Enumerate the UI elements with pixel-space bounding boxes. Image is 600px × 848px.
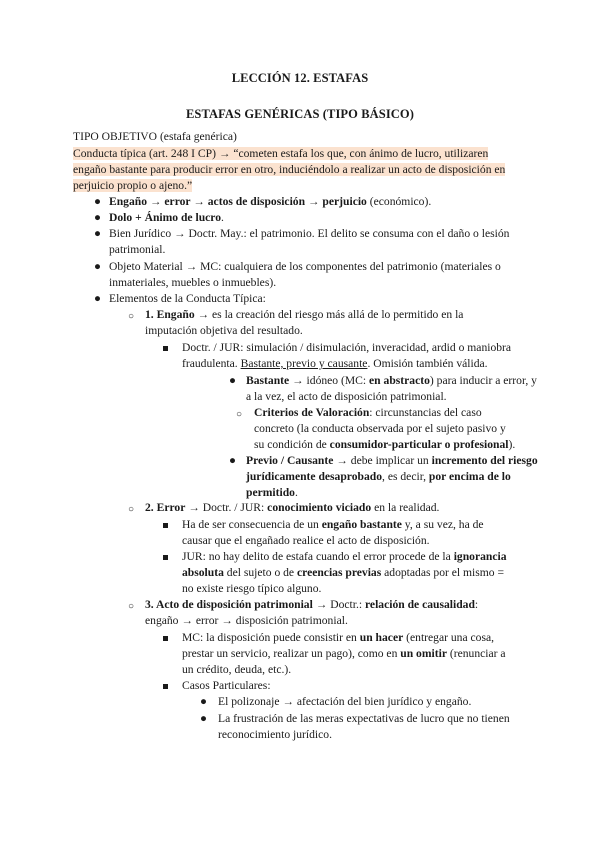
bullet-elementos: Elementos de la Conducta Típica: [109, 292, 266, 305]
engano-doctr-1: Doctr. / JUR: simulación / disimulación, inveracidad, ardid o maniobra [182, 341, 512, 354]
circle-bullet-icon: ○ [236, 409, 243, 420]
criterios-line-3: su condición de consumidor-particular o profesional). [254, 438, 516, 451]
highlight-line-1: Conducta típica (art. 248 I CP) → “cometen estafa los que, con ánimo de lucro, utilizaren [73, 147, 489, 160]
bullet-dot: ● [94, 292, 102, 305]
bullet-objeto-2: inmateriales, muebles o inmuebles). [109, 276, 277, 289]
square-bullet-icon [163, 517, 168, 532]
bullet-dot: ● [200, 695, 208, 708]
bullet-dot: ● [200, 712, 208, 725]
acto-sq1-line-1: MC: la disposición puede consistir en un hacer (entregar una cosa, [182, 631, 495, 644]
criterios-line-1: Criterios de Valoración: circunstancias del caso [254, 406, 482, 419]
tipo-objetivo-heading: TIPO OBJETIVO (estafa genérica) [73, 130, 237, 143]
error-sq2-line-1: JUR: no hay delito de estafa cuando el error procede de la ignorancia [182, 550, 507, 563]
bullet-dot: ● [94, 260, 102, 273]
circle-bullet-icon: ○ [128, 601, 135, 612]
page-title: LECCIÓN 12. ESTAFAS [231, 71, 369, 85]
bullet-dot: ● [94, 195, 102, 208]
previo-line-2: jurídicamente desaprobado, es decir, por encima de lo [246, 470, 511, 483]
acto-sq2: Casos Particulares: [182, 679, 271, 692]
error-line-1: 2. Error → Doctr. / JUR: conocimiento viciado en la realidad. [145, 501, 440, 514]
bullet-dolo: Dolo + Ánimo de lucro. [109, 211, 224, 224]
engano-line-1: 1. Engaño → es la creación del riesgo más allá de lo permitido en la [145, 308, 464, 321]
error-sq1-line-2: causar que el engañado realice el acto de disposición. [182, 534, 430, 547]
bullet-estructura: Engaño → error → actos de disposición → perjuicio (económico). [109, 195, 432, 208]
square-bullet-icon [163, 678, 168, 693]
square-bullet-icon [163, 630, 168, 645]
criterios-line-2: concreto (la conducta observada por el sujeto pasivo y [254, 422, 506, 435]
error-sq2-line-3: no existe riesgo típico alguno. [182, 582, 322, 595]
acto-line-2: engaño → error → disposición patrimonial. [145, 614, 348, 627]
acto-sq1-line-2: prestar un servicio, realizar un pago), como en un omitir (renunciar a [182, 647, 506, 660]
acto-line-1: 3. Acto de disposición patrimonial → Doctr.: relación de causalidad: [145, 598, 479, 611]
bullet-dot: ● [229, 454, 237, 467]
bullet-objeto-1: Objeto Material → MC: cualquiera de los componentes del patrimonio (materiales o [109, 260, 501, 273]
bastante-line-1: Bastante → idóneo (MC: en abstracto) para inducir a error, y [246, 374, 537, 387]
circle-bullet-icon: ○ [128, 504, 135, 515]
square-bullet-icon [163, 549, 168, 564]
circle-bullet-icon: ○ [128, 311, 135, 322]
bullet-dot: ● [94, 227, 102, 240]
acto-caso-1: El polizonaje → afectación del bien jurídico y engaño. [218, 695, 472, 708]
square-bullet-icon [163, 340, 168, 355]
highlight-line-2: engaño bastante para producir error en otro, induciéndolo a realizar un acto de disposición en [73, 163, 506, 176]
acto-sq1-line-3: un crédito, deuda, etc.). [182, 663, 292, 676]
acto-caso-2-line-1: La frustración de las meras expectativas de lucro que no tienen [218, 712, 510, 725]
bastante-line-2: a la vez, el acto de disposición patrimonial. [246, 390, 447, 403]
error-sq1-line-1: Ha de ser consecuencia de un engaño bastante y, a su vez, ha de [182, 518, 484, 531]
previo-line-3: permitido. [246, 486, 298, 499]
highlight-line-3: perjuicio propio o ajeno.” [73, 179, 193, 192]
bullet-dot: ● [94, 211, 102, 224]
engano-line-2: imputación objetiva del resultado. [145, 324, 303, 337]
bullet-dot: ● [229, 374, 237, 387]
previo-line-1: Previo / Causante → debe implicar un incremento del riesgo [246, 454, 538, 467]
engano-doctr-2: fraudulenta. Bastante, previo y causante. Omisión también válida. [182, 357, 488, 370]
section-title: ESTAFAS GENÉRICAS (TIPO BÁSICO) [185, 107, 415, 121]
acto-caso-2-line-2: reconocimiento jurídico. [218, 728, 332, 741]
bullet-bien-juridico-1: Bien Jurídico → Doctr. May.: el patrimonio. El delito se consuma con el daño o lesión [109, 227, 510, 240]
error-sq2-line-2: absoluta del sujeto o de creencias previas adoptadas por el mismo = [182, 566, 505, 579]
bullet-bien-juridico-2: patrimonial. [109, 243, 166, 256]
